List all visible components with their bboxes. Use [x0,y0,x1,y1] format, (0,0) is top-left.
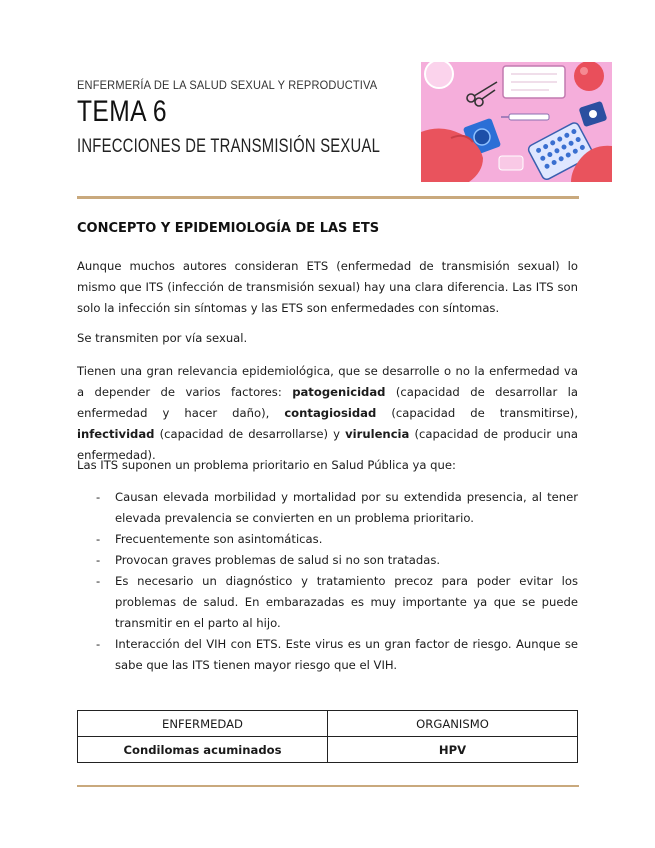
paragraph [77,361,578,466]
column-header-organismo: ORGANISMO [328,711,578,737]
header-divider [77,196,579,199]
table-row [78,737,578,763]
list-item-text: Interacción del VIH con ETS. Este virus es un gran factor de riesgo. Aunque se sabe que las ITS tienen mayor riesgo que el VIH. [115,637,578,672]
page-title: TEMA 6 [77,95,167,128]
term-patogenicidad: patogenicidad [292,385,386,399]
bullet-dash: - [96,532,101,546]
term-virulencia: virulencia [345,427,410,441]
footer-divider [77,785,579,787]
list-item [77,571,578,634]
paragraph-text: Tienen una gran relevancia epidemiológica, que se desarrolle o no la enfermedad va a depender de varios factores: [77,364,578,399]
paragraph: Aunque muchos autores consideran ETS (enfermedad de transmisión sexual) lo mismo que ITS (infección de transmisión sexual) hay una clara diferencia. Las ITS son solo la infección sin síntomas y las ETS son enfermedades con síntomas. [77,259,578,315]
list-item-text: Es necesario un diagnóstico y tratamiento precoz para poder evitar los problemas de salud. En embarazadas es muy importante ya que se puede transmitir en el parto al hijo. [115,574,578,630]
sexual-health-illustration-icon [421,62,612,182]
table-cell: HPV [328,737,578,763]
table-header-row [78,711,578,737]
bullet-dash: - [96,574,101,588]
bullet-dash: - [96,490,101,504]
list-item [77,529,578,550]
header-kicker: ENFERMERÍA DE LA SALUD SEXUAL Y REPRODUCTIVA [77,78,378,92]
bullet-dash: - [96,553,101,567]
list-item [77,634,578,676]
table-cell: Condilomas acuminados [78,737,328,763]
list-item [77,550,578,571]
paragraph-text: (capacidad de desarrollarse) y [154,427,346,441]
page-subtitle: INFECCIONES DE TRANSMISIÓN SEXUAL [77,136,381,157]
section-title: CONCEPTO Y EPIDEMIOLOGÍA DE LAS ETS [77,221,380,236]
paragraph-text: (capacidad de desarrollar la enfermedad y hacer daño), [77,385,578,420]
list-item-text: Provocan graves problemas de salud si no son tratadas. [115,553,441,567]
column-header-enfermedad: ENFERMEDAD [78,711,328,737]
bullet-list [77,487,578,676]
paragraph: Se transmiten por vía sexual. [77,331,248,345]
bullet-dash: - [96,637,101,651]
paragraph: Las ITS suponen un problema prioritario en Salud Pública ya que: [77,458,456,472]
list-item [77,487,578,529]
paragraph-text: (capacidad de producir una enfermedad). [77,427,579,462]
term-contagiosidad: contagiosidad [284,406,377,420]
list-item-text: Causan elevada morbilidad y mortalidad por su extendida presencia, al tener elevada prevalencia se convierten en un problema prioritario. [115,490,578,525]
term-infectividad: infectividad [77,427,155,441]
paragraph-text: (capacidad de transmitirse), [376,406,578,420]
list-item-text: Frecuentemente son asintomáticas. [115,532,323,546]
header-illustration [421,62,612,182]
disease-organism-table [77,710,578,763]
